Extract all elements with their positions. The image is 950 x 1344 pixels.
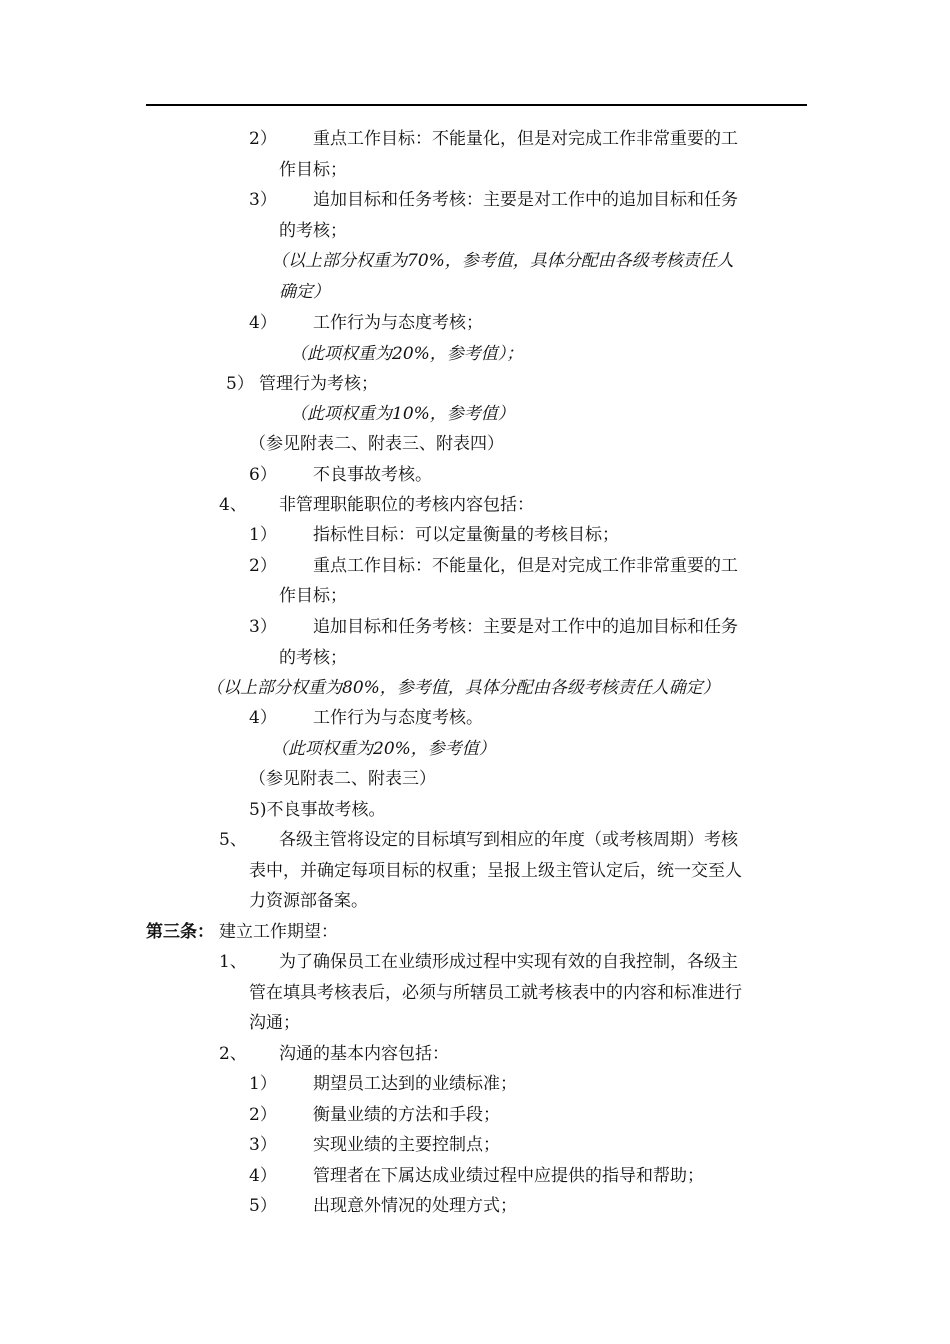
- item-number: 1）: [249, 525, 277, 545]
- appendix-reference: （参见附表二、附表三、附表四）: [249, 434, 504, 454]
- item-number: 4）: [249, 708, 277, 728]
- item-text-continued: 的考核；: [279, 648, 347, 668]
- weight-note: （此项权重为20%，参考值）: [271, 739, 496, 759]
- item-text-continued: 的考核；: [279, 221, 347, 241]
- section-text-continued: 力资源部备案。: [249, 891, 368, 911]
- item-number: 6）: [249, 465, 277, 485]
- section-number: 1、: [219, 952, 247, 972]
- weight-note-continued: 确定）: [279, 282, 330, 302]
- section-text: 沟通的基本内容包括：: [279, 1044, 449, 1064]
- item-number: 5）: [249, 1196, 277, 1216]
- item-text: 重点工作目标：不能量化，但是对完成工作非常重要的工: [313, 556, 738, 576]
- item-number: 3）: [249, 190, 277, 210]
- article-heading: 第三条：: [146, 922, 214, 942]
- item-number: 4）: [249, 313, 277, 333]
- item-text: 管理者在下属达成业绩过程中应提供的指导和帮助；: [313, 1166, 704, 1186]
- item-number: 2）: [249, 129, 277, 149]
- weight-note: （此项权重为10%，参考值）: [290, 404, 515, 424]
- section-number: 4、: [219, 495, 247, 515]
- item-text: 追加目标和任务考核：主要是对工作中的追加目标和任务: [313, 617, 738, 637]
- article-title: 建立工作期望：: [219, 922, 338, 942]
- weight-note: （以上部分权重为80%，参考值，具体分配由各级考核责任人确定）: [206, 678, 720, 698]
- item-text: 期望员工达到的业绩标准；: [313, 1074, 517, 1094]
- item-text: 5)不良事故考核。: [249, 800, 386, 820]
- section-text: 非管理职能职位的考核内容包括：: [279, 495, 534, 515]
- item-text: 重点工作目标：不能量化，但是对完成工作非常重要的工: [313, 129, 738, 149]
- section-number: 2、: [219, 1044, 247, 1064]
- item-text-continued: 作目标；: [279, 586, 347, 606]
- section-text: 各级主管将设定的目标填写到相应的年度（或考核周期）考核: [279, 830, 738, 850]
- item-text: 工作行为与态度考核；: [313, 313, 483, 333]
- section-text-continued: 表中，并确定每项目标的权重；呈报上级主管认定后，统一交至人: [249, 861, 742, 881]
- weight-note: （以上部分权重为70%，参考值，具体分配由各级考核责任人: [271, 251, 734, 271]
- item-number: 2）: [249, 1105, 277, 1125]
- header-rule: [146, 104, 807, 106]
- item-text: 出现意外情况的处理方式；: [313, 1196, 517, 1216]
- item-text: 管理行为考核；: [259, 374, 378, 394]
- section-text: 为了确保员工在业绩形成过程中实现有效的自我控制，各级主: [279, 952, 738, 972]
- section-number: 5、: [219, 830, 247, 850]
- appendix-reference: （参见附表二、附表三）: [249, 769, 436, 789]
- item-number: 1）: [249, 1074, 277, 1094]
- item-text: 指标性目标：可以定量衡量的考核目标；: [313, 525, 619, 545]
- item-text: 不良事故考核。: [313, 465, 432, 485]
- item-number: 3）: [249, 1135, 277, 1155]
- item-text: 衡量业绩的方法和手段；: [313, 1105, 500, 1125]
- weight-note: （此项权重为20%，参考值）；: [290, 344, 524, 364]
- item-text-continued: 作目标；: [279, 160, 347, 180]
- item-text: 工作行为与态度考核。: [313, 708, 483, 728]
- section-text-continued: 沟通；: [249, 1013, 300, 1033]
- item-number: 5）: [226, 374, 254, 394]
- item-number: 3）: [249, 617, 277, 637]
- section-text-continued: 管在填具考核表后，必须与所辖员工就考核表中的内容和标准进行: [249, 983, 742, 1003]
- item-number: 2）: [249, 556, 277, 576]
- item-text: 追加目标和任务考核：主要是对工作中的追加目标和任务: [313, 190, 738, 210]
- item-number: 4）: [249, 1166, 277, 1186]
- item-text: 实现业绩的主要控制点；: [313, 1135, 500, 1155]
